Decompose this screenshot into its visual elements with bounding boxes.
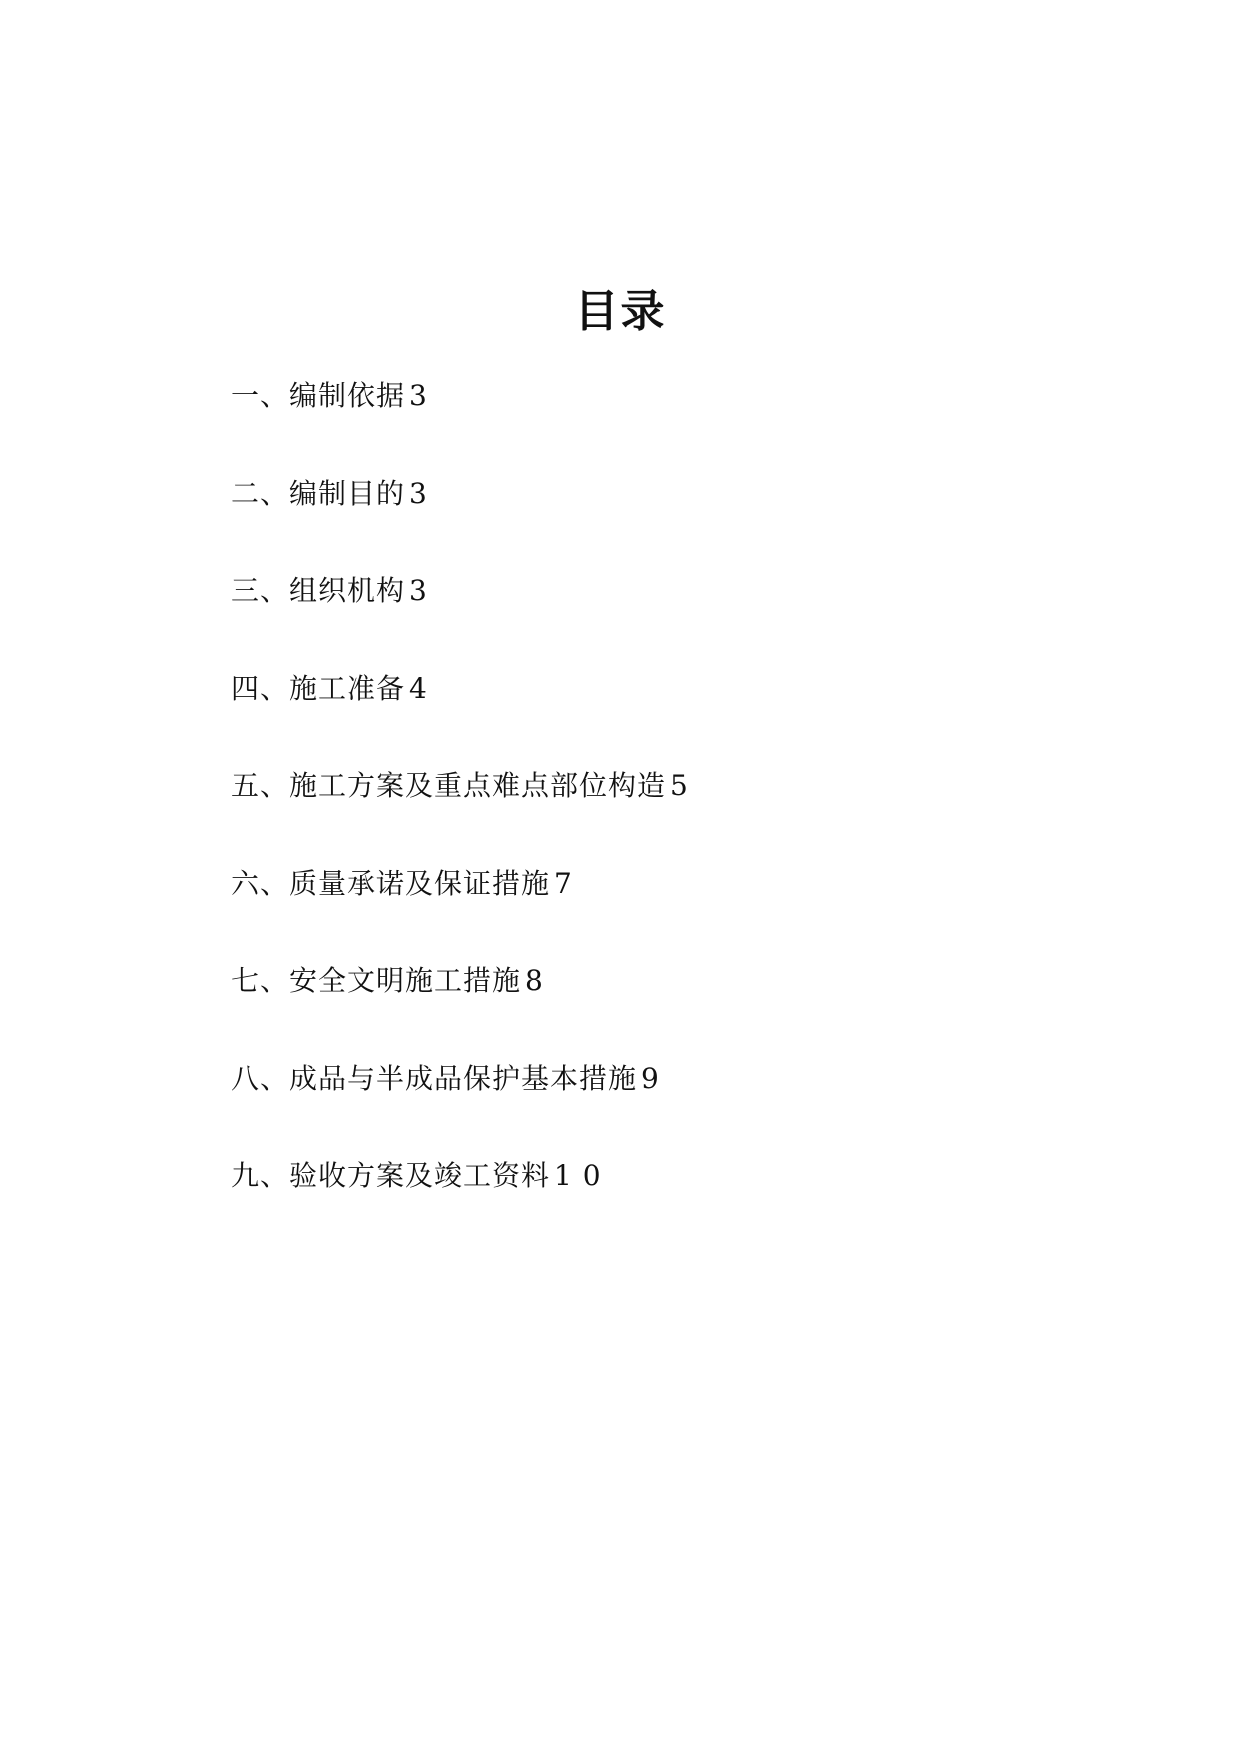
toc-entry-1 xyxy=(231,374,1131,472)
toc-entry-page: 8 xyxy=(525,964,544,997)
toc-entry-number: 九、 xyxy=(231,1159,290,1192)
toc-entry-label: 成品与半成品保护基本措施 xyxy=(289,1061,638,1095)
toc-entry-page: 7 xyxy=(554,866,573,900)
toc-entry-6 xyxy=(231,862,1131,960)
toc-entry-number: 三、 xyxy=(231,574,290,607)
toc-entry-page: 5 xyxy=(670,769,689,802)
toc-entry-3 xyxy=(231,569,1131,667)
table-of-contents xyxy=(231,374,1131,1252)
toc-entry-page: 3 xyxy=(409,574,428,607)
toc-entry-5 xyxy=(231,764,1131,862)
toc-entry-number: 八、 xyxy=(231,1061,290,1095)
toc-entry-page: 3 xyxy=(409,476,428,510)
toc-entry-number: 七、 xyxy=(231,964,290,997)
toc-entry-page: 9 xyxy=(641,1061,660,1095)
toc-entry-label: 验收方案及竣工资料 xyxy=(289,1159,551,1192)
toc-entry-page: 1 0 xyxy=(554,1159,602,1192)
page-title: 目录 xyxy=(574,286,667,337)
toc-entry-number: 一、 xyxy=(231,379,290,412)
toc-entry-label: 组织机构 xyxy=(289,574,406,607)
toc-entry-page: 4 xyxy=(409,671,428,705)
toc-entry-label: 编制依据 xyxy=(289,379,406,412)
toc-entry-2 xyxy=(231,472,1131,570)
toc-entry-8 xyxy=(231,1057,1131,1155)
toc-entry-number: 二、 xyxy=(231,476,290,510)
toc-entry-label: 编制目的 xyxy=(289,476,406,510)
toc-entry-number: 四、 xyxy=(231,671,290,705)
toc-entry-label: 施工方案及重点难点部位构造 xyxy=(289,769,667,802)
toc-entry-7 xyxy=(231,959,1131,1057)
toc-entry-number: 六、 xyxy=(231,866,290,900)
toc-entry-page: 3 xyxy=(409,379,428,412)
toc-entry-number: 五、 xyxy=(231,769,290,802)
toc-entry-label: 质量承诺及保证措施 xyxy=(289,866,551,900)
toc-entry-4 xyxy=(231,667,1131,765)
toc-entry-9 xyxy=(231,1154,1131,1252)
toc-entry-label: 安全文明施工措施 xyxy=(289,964,522,997)
toc-entry-label: 施工准备 xyxy=(289,671,406,705)
